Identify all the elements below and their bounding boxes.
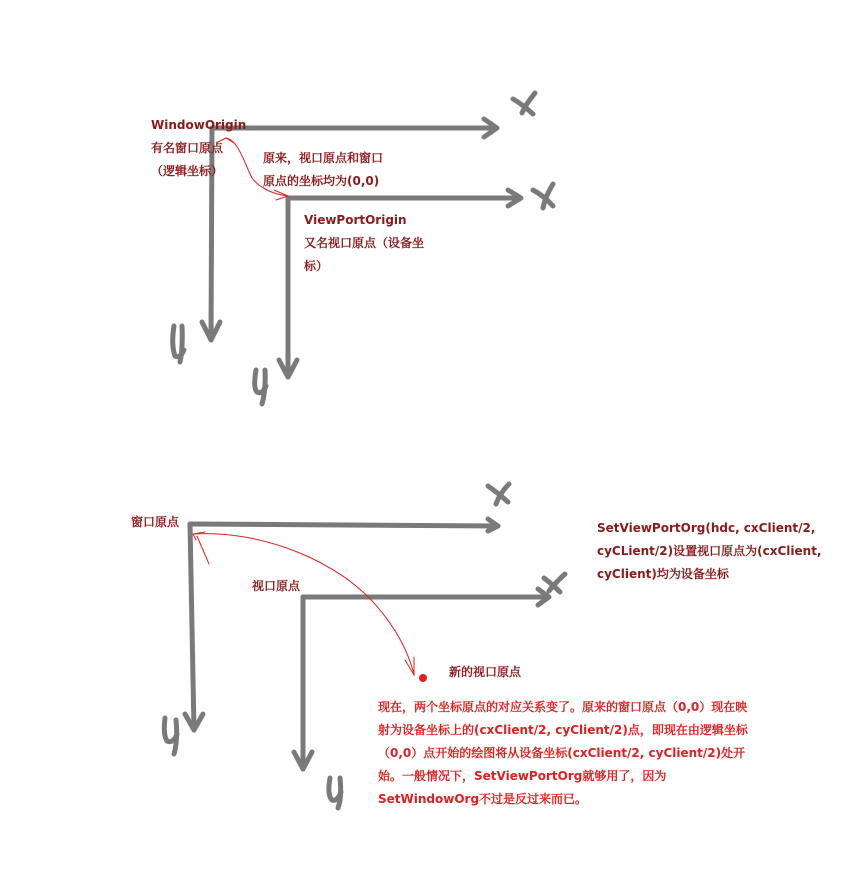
- explanation-line: 射为设备坐标上的(cxClient/2, cyClient/2)点，即现在由逻辑坐标: [378, 723, 748, 737]
- viewport-origin-desc-2: 标）: [304, 259, 329, 273]
- bottom-window-x-axis: [190, 519, 498, 531]
- top-note-line-1: 原来，视口原点和窗口: [263, 151, 384, 165]
- bottom-window-y-letter: [164, 718, 177, 754]
- explanation-line: 始。一般情况下，SetViewPortOrg就够用了，因为: [378, 769, 667, 783]
- viewport-origin-label: [304, 209, 424, 278]
- bottom-viewport-origin-label: 视口原点: [252, 579, 301, 593]
- new-viewport-origin-dot: [419, 674, 427, 682]
- bottom-viewport-x-letter: [544, 574, 565, 592]
- set-viewport-org-line-2: cyCLient/2)设置视口原点为(cxClient,: [597, 544, 822, 558]
- top-window-x-axis: [212, 119, 497, 137]
- explanation-line: 现在，两个坐标原点的对应关系变了。原来的窗口原点（0,0）现在映: [378, 700, 748, 714]
- new-viewport-origin-label: 新的视口原点: [449, 665, 522, 679]
- bottom-viewport-y-axis: [294, 597, 312, 769]
- window-origin-title: WindowOrigin: [151, 118, 247, 132]
- top-viewport-y-letter: [255, 370, 266, 404]
- explanation-line: SetWindowOrg不过是反过来而已。: [378, 792, 588, 806]
- bottom-viewport-x-axis: [303, 589, 549, 605]
- window-origin-label: [151, 114, 246, 183]
- top-window-x-letter: [513, 93, 535, 114]
- top-note-line-2: 原点的坐标均为(0,0): [263, 174, 380, 188]
- bottom-window-x-letter: [488, 484, 509, 504]
- explanation-line: （0,0）点开始的绘图将从设备坐标(cxClient/2, cyClient/2)处开: [378, 746, 746, 760]
- top-note: [263, 147, 383, 193]
- bottom-window-y-axis: [185, 524, 203, 730]
- set-viewport-org-note: [597, 517, 822, 586]
- viewport-origin-desc-1: 又名视口原点（设备坐: [304, 236, 425, 250]
- top-viewport-y-axis: [279, 198, 297, 377]
- top-window-y-letter: [173, 326, 184, 362]
- window-origin-desc-2: （逻辑坐标）: [151, 164, 224, 178]
- bottom-viewport-y-letter: [329, 778, 341, 808]
- set-viewport-org-line-3: cyClient)均为设备坐标: [597, 567, 729, 581]
- top-viewport-x-letter: [533, 184, 553, 208]
- viewport-origin-title: ViewPortOrigin: [304, 213, 407, 227]
- set-viewport-org-line-1: SetViewPortOrg(hdc, cxClient/2,: [597, 521, 816, 535]
- bottom-window-origin-label: 窗口原点: [131, 515, 180, 529]
- explanation-paragraph: [378, 696, 748, 811]
- window-origin-desc-1: 有名窗口原点: [151, 141, 224, 155]
